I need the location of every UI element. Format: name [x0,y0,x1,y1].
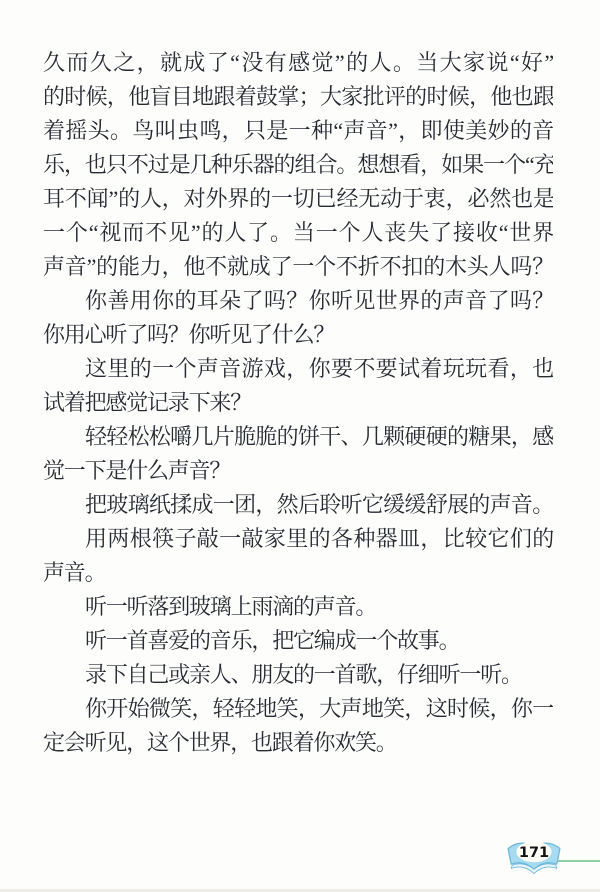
text-line: 久而久之，就成了“没有感觉”的人。当大家说“好” [43,50,553,75]
text-line: 把玻璃纸揉成一团，然后聆听它缓缓舒展的声音。 [85,492,553,517]
text-line: 轻轻松松嚼几片脆脆的饼干、几颗硬硬的糖果，感 [85,424,553,449]
text-line: 定会听见，这个世界，也跟着你欢笑。 [43,730,397,755]
text-line: 的时候，他盲目地跟着鼓掌；大家批评的时候，他也跟 [43,84,553,109]
body-text-block [43,46,553,760]
text-line: 听一首喜爱的音乐，把它编成一个故事。 [85,628,460,653]
page-number-badge [506,837,562,879]
text-line: 你用心听了吗？你听见了什么？ [43,322,335,347]
text-line: 你开始微笑，轻轻地笑，大声地笑，这时候，你一 [85,696,553,721]
text-line: 声音。 [43,560,106,585]
text-line: 听一听落到玻璃上雨滴的声音。 [85,594,377,619]
text-line: 用两根筷子敲一敲家里的各种器皿，比较它们的 [85,526,553,551]
page-number: 171 [518,844,550,861]
text-line: 耳不闻”的人，对外界的一切已经无动于衷，必然也是 [43,186,553,211]
text-line: 声音”的能力，他不就成了一个不折不扣的木头人吗？ [43,254,553,279]
text-line: 你善用你的耳朵了吗？你听见世界的声音了吗？ [85,288,553,313]
text-line: 录下自己或亲人、朋友的一首歌，仔细听一听。 [85,662,522,687]
text-line: 一个“视而不见”的人了。当一个人丧失了接收“世界 [43,220,553,245]
open-book-icon [506,837,562,879]
text-line: 觉一下是什么声音？ [43,458,231,483]
text-line: 试着把感觉记录下来？ [43,390,252,415]
text-line: 乐，也只不过是几种乐器的组合。想想看，如果一个“充 [43,152,553,177]
text-line: 这里的一个声音游戏，你要不要试着玩玩看，也 [85,356,553,381]
text-line: 着摇头。鸟叫虫鸣，只是一种“声音”，即使美妙的音 [43,118,553,143]
